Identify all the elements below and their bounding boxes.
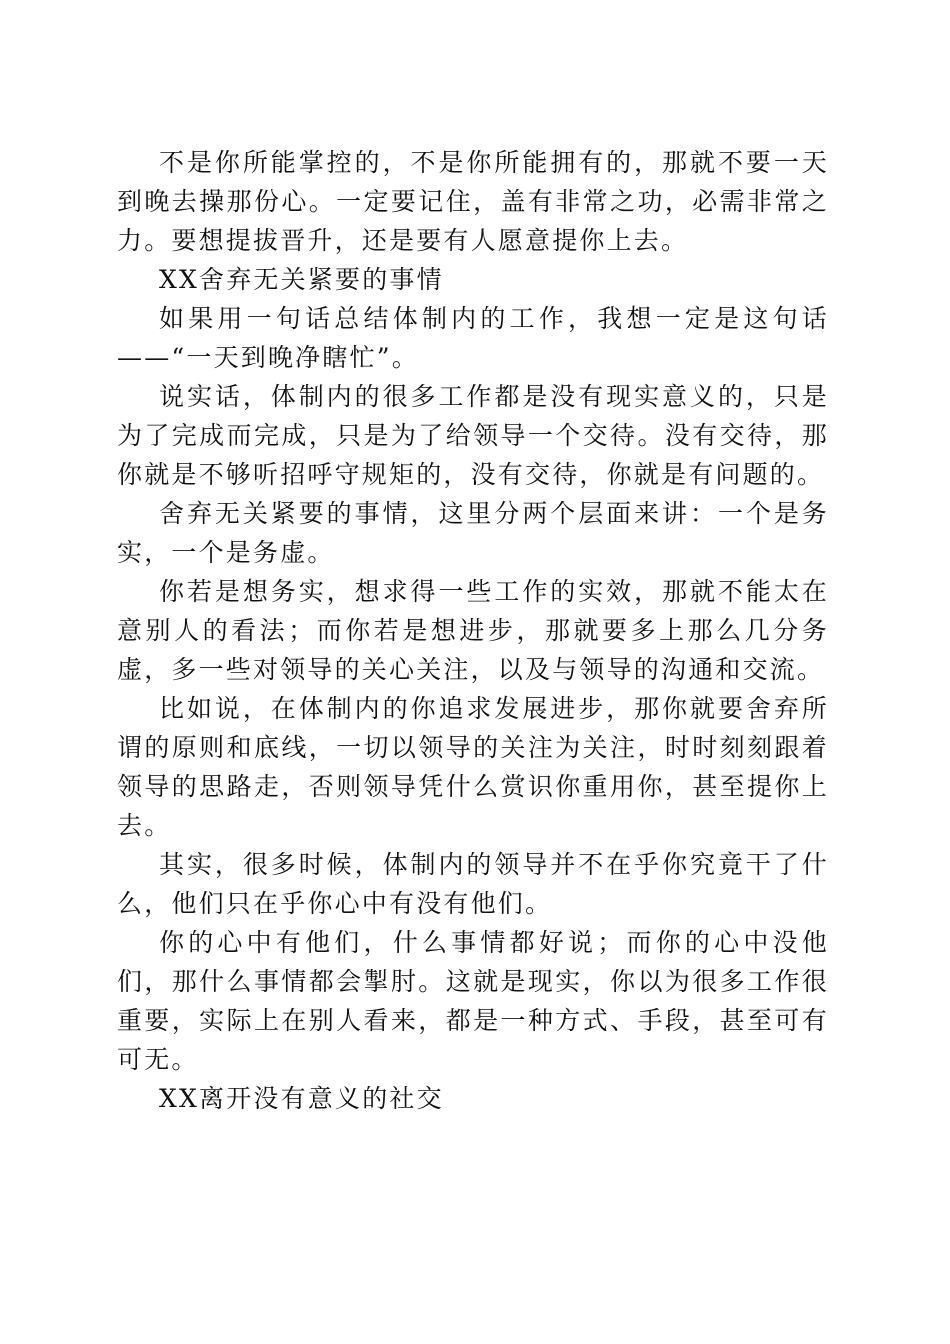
paragraph-7: 其实，很多时候，体制内的领导并不在乎你究竟干了什么，他们只在乎你心中有没有他们。 — [117, 850, 829, 918]
section-heading-leave-socializing: XX离开没有意义的社交 — [159, 1084, 444, 1113]
paragraph-5: 你若是想务实，想求得一些工作的实效，那就不能太在意别人的看法；而你若是想进步，那就要多上那么几分务虚，多一些对领导的关心关注，以及与领导的沟通和交流。 — [117, 577, 829, 684]
paragraph-3: 说实话，体制内的很多工作都是没有现实意义的，只是为了完成而完成，只是为了给领导一个交待。没有交待，那你就是不够听招呼守规矩的，没有交待，你就是有问题的。 — [117, 382, 829, 489]
section-heading-discard-trivial: XX舍弃无关紧要的事情 — [159, 265, 444, 294]
paragraph-6: 比如说，在体制内的你追求发展进步，那你就要舍弃所谓的原则和底线，一切以领导的关注为关注，时时刻刻跟着领导的思路走，否则领导凭什么赏识你重用你，甚至提你上去。 — [117, 694, 829, 840]
paragraph-2: 如果用一句话总结体制内的工作，我想一定是这句话——“一天到晚净瞎忙”。 — [117, 304, 829, 372]
paragraph-4: 舍弃无关紧要的事情，这里分两个层面来讲：一个是务实，一个是务虚。 — [117, 499, 829, 567]
paragraph-8: 你的心中有他们，什么事情都好说；而你的心中没他们，那什么事情都会掣肘。这就是现实，你以为很多工作很重要，实际上在别人看来，都是一种方式、手段，甚至可有可无。 — [117, 928, 829, 1074]
document-body — [117, 143, 829, 1118]
paragraph-1: 不是你所能掌控的，不是你所能拥有的，那就不要一天到晚去操那份心。一定要记住，盖有非常之功，必需非常之力。要想提拔晋升，还是要有人愿意提你上去。 — [117, 148, 829, 255]
